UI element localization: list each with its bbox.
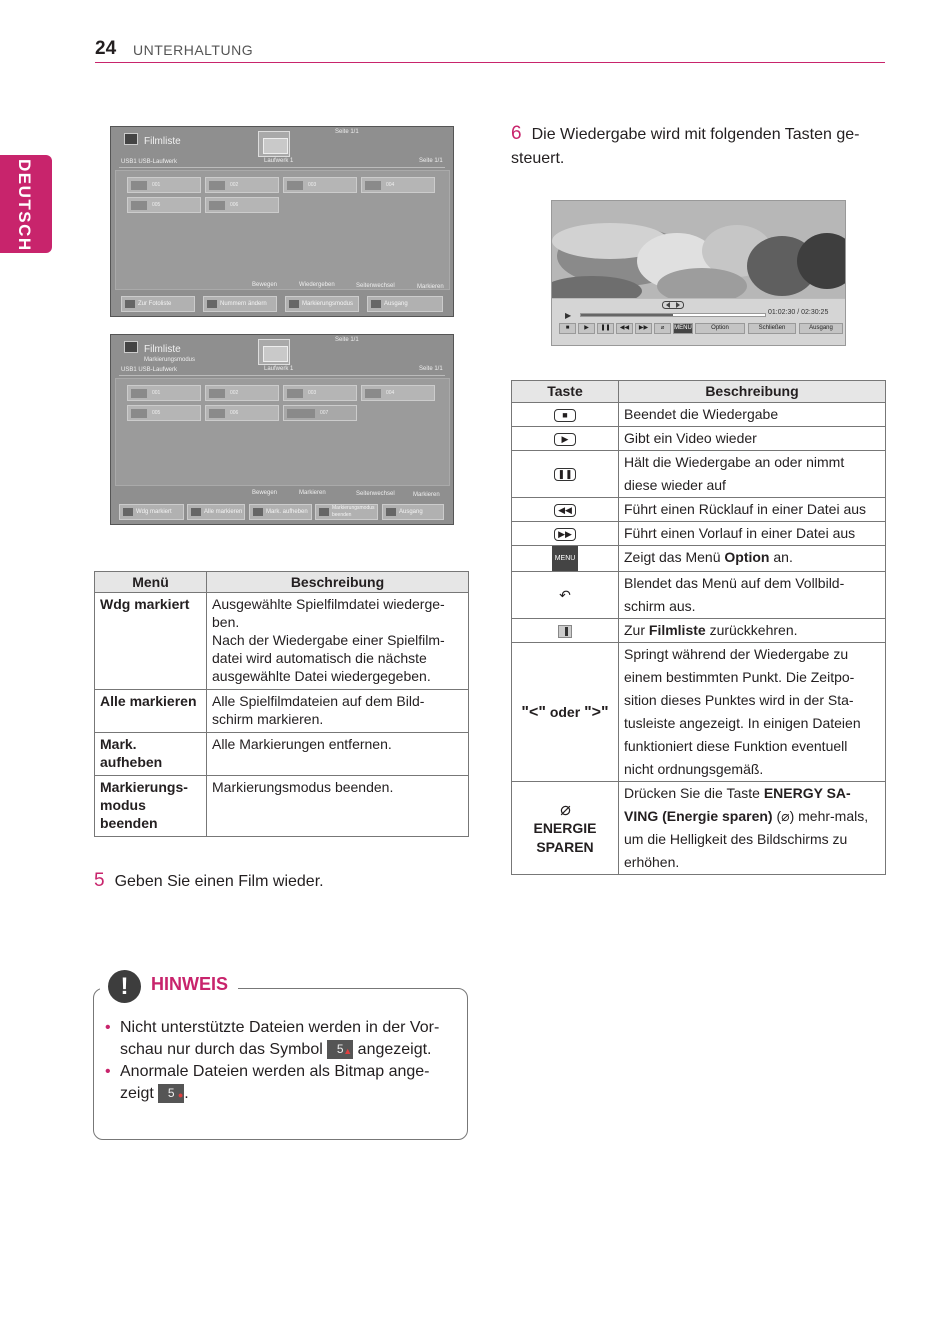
play-key-icon: ▶ <box>554 433 576 446</box>
step-6 <box>511 122 891 171</box>
file-tile[interactable]: 004 <box>361 177 435 193</box>
screen-subtitle: Markierungsmodus <box>144 357 196 363</box>
step-number: 6 <box>511 123 522 144</box>
table-row <box>512 782 886 875</box>
hint-move: Bewegen <box>252 282 278 288</box>
key-description: Zeigt das Menü Option an. <box>619 546 886 572</box>
file-tile[interactable]: 001 <box>127 385 201 401</box>
page-indicator-top: Seite 1/1 <box>335 337 359 343</box>
drive-label: Laufwerk 1 <box>264 366 294 372</box>
header-rule <box>95 62 885 63</box>
option-button[interactable]: Option <box>695 323 745 334</box>
page-indicator: Seite 1/1 <box>419 366 443 372</box>
divider <box>119 167 445 168</box>
tv-icon <box>124 341 138 353</box>
table-row <box>512 546 886 572</box>
hint-mark: Markieren <box>417 284 444 290</box>
column-header: Beschreibung <box>207 572 469 593</box>
stop-button[interactable]: ■ <box>559 323 576 334</box>
column-header: Menü <box>95 572 207 593</box>
key-description: Gibt ein Video wieder <box>619 427 886 451</box>
hint-mark: Markieren <box>299 490 326 496</box>
player-controls <box>552 298 845 346</box>
key-description: Drücken Sie die Taste ENERGY SA-VING (Energie sparen) (⌀) mehr-mals, um die Helligkeit des Bildschirms zu erhöhen. <box>619 782 886 875</box>
file-tile[interactable]: 003 <box>283 385 357 401</box>
back-key-icon: ↶ <box>559 586 571 603</box>
menu-name: Wdg markiert <box>95 593 207 690</box>
pause-button[interactable]: ❚❚ <box>597 323 614 334</box>
table-row <box>95 690 469 733</box>
table-row <box>512 403 886 427</box>
list-item: • Nicht unterstützte Dateien werden in der Vor-schau nur durch das Symbol 5 ▲ angezeigt. <box>105 1017 460 1061</box>
video-player-screenshot <box>551 200 846 346</box>
file-tile[interactable]: 001 <box>127 177 201 193</box>
exit-key-icon <box>558 625 572 638</box>
exit-button[interactable]: Ausgang <box>367 296 443 312</box>
file-tile[interactable]: 006 <box>205 405 279 421</box>
key-description: Führt einen Vorlauf in einer Datei aus <box>619 522 886 546</box>
photo-list-button[interactable]: Zur Fotoliste <box>121 296 195 312</box>
exit-mark-mode-button[interactable]: Markierungsmodus beenden <box>315 504 378 520</box>
change-numbers-button[interactable]: Nummern ändern <box>203 296 277 312</box>
energy-button[interactable]: ⌀ <box>654 323 671 334</box>
forward-key-icon: ▶▶ <box>554 528 576 541</box>
file-tile[interactable]: 003 <box>283 177 357 193</box>
key-table <box>511 380 886 875</box>
file-tile[interactable]: 005 <box>127 405 201 421</box>
unmark-button[interactable]: Mark. aufheben <box>249 504 312 520</box>
time-display: 01:02:30 / 02:30:25 <box>768 309 829 316</box>
rewind-button[interactable]: ◀◀ <box>616 323 633 334</box>
table-row <box>512 643 886 782</box>
table-row <box>512 498 886 522</box>
rewind-key-icon: ◀◀ <box>554 504 576 517</box>
exit-button[interactable]: Ausgang <box>382 504 444 520</box>
note-list <box>105 1017 460 1105</box>
progress-fill <box>581 314 673 316</box>
usb-label: USB1 USB-Laufwerk <box>121 159 178 165</box>
menu-description: Alle Spielfilmdateien auf dem Bild-schirm markieren. <box>207 690 469 733</box>
list-item: • Anormale Dateien werden als Bitmap ange-zeigt 5 ● . <box>105 1061 460 1105</box>
close-button[interactable]: Schließen <box>748 323 796 334</box>
seek-arrows-icon[interactable] <box>662 301 684 309</box>
divider <box>119 375 445 376</box>
fruit-image <box>552 201 846 298</box>
file-tile-selected[interactable]: 007 <box>283 405 357 421</box>
file-tile[interactable]: 002 <box>205 177 279 193</box>
stop-key-icon: ■ <box>554 409 576 422</box>
table-row <box>512 572 886 619</box>
menu-table <box>94 571 469 837</box>
step-5 <box>94 869 324 894</box>
seek-keys-label: "<" oder ">" <box>512 643 619 782</box>
hint-mark-key: Markieren <box>413 492 440 498</box>
mark-mode-button[interactable]: Markierungsmodus <box>285 296 359 312</box>
table-row <box>512 619 886 643</box>
key-description: Beendet die Wiedergabe <box>619 403 886 427</box>
page-indicator: Seite 1/1 <box>419 158 443 164</box>
table-row <box>512 427 886 451</box>
section-title: UNTERHALTUNG <box>133 42 254 58</box>
mark-all-button[interactable]: Alle markieren <box>187 504 245 520</box>
pause-key-icon: ❚❚ <box>554 468 576 481</box>
menu-name: Alle markieren <box>95 690 207 733</box>
forward-button[interactable]: ▶▶ <box>635 323 652 334</box>
note-title: HINWEIS <box>151 974 229 994</box>
table-row <box>95 733 469 776</box>
folder-icon <box>258 339 290 365</box>
menu-description: Alle Markierungen entfernen. <box>207 733 469 776</box>
play-button[interactable]: ▶ <box>578 323 595 334</box>
language-tab: DEUTSCH <box>0 155 52 253</box>
page-number: 24 <box>95 38 117 59</box>
key-description: Zur Filmliste zurückkehren. <box>619 619 886 643</box>
key-description: Führt einen Rücklauf in einer Datei aus <box>619 498 886 522</box>
file-tile[interactable]: 002 <box>205 385 279 401</box>
play-indicator-icon: ▶ <box>565 311 572 320</box>
menu-name: Mark. aufheben <box>95 733 207 776</box>
menu-description: Markierungsmodus beenden. <box>207 776 469 837</box>
column-header: Beschreibung <box>619 381 886 403</box>
file-tile[interactable]: 005 <box>127 197 201 213</box>
file-tile[interactable]: 004 <box>361 385 435 401</box>
menu-key-icon: MENU <box>552 546 579 571</box>
screen-title: Filmliste <box>144 136 181 147</box>
page-indicator-top: Seite 1/1 <box>335 129 359 135</box>
hint-page: Seitenwechsel <box>356 491 395 497</box>
key-description: Hält die Wiedergabe an oder nimmt diese wieder auf <box>619 451 886 498</box>
abnormal-file-icon: 5 ● <box>158 1084 184 1103</box>
drive-label: Laufwerk 1 <box>264 158 294 164</box>
screen-title: Filmliste <box>144 344 181 355</box>
play-marked-button[interactable]: Wdg markiert <box>119 504 184 520</box>
energy-key-label: ⌀ ENERGIE SPAREN <box>512 782 619 875</box>
table-row <box>512 451 886 498</box>
menu-description: Ausgewählte Spielfilmdatei wiederge-ben. Nach der Wiedergabe einer Spielfilm-datei wird automatisch die nächste ausgewählte Datei wiedergegeben. <box>207 593 469 690</box>
progress-bar[interactable] <box>580 313 766 317</box>
file-tile[interactable]: 006 <box>205 197 279 213</box>
hint-page: Seitenwechsel <box>356 283 395 289</box>
folder-icon <box>258 131 290 157</box>
tv-icon <box>124 133 138 145</box>
key-description: Blendet das Menü auf dem Vollbild-schirm aus. <box>619 572 886 619</box>
step-number: 5 <box>94 870 105 891</box>
table-row <box>95 593 469 690</box>
menu-button[interactable]: MENU <box>673 323 693 334</box>
table-row <box>512 522 886 546</box>
key-description: Springt während der Wiedergabe zu einem bestimmten Punkt. Die Zeitpo-sition dieses Punktes wird in der Sta-tusleiste angezeigt. In einigen Dateien funktioniert diese Funktion eventuell nicht ordnungsgemäß. <box>619 643 886 782</box>
column-header: Taste <box>512 381 619 403</box>
usb-label: USB1 USB-Laufwerk <box>121 367 178 373</box>
step-text: Geben Sie einen Film wieder. <box>114 873 324 890</box>
hint-play: Wiedergeben <box>299 282 335 288</box>
hint-move: Bewegen <box>252 490 278 496</box>
unsupported-file-icon: 5 ▲ <box>327 1040 353 1059</box>
mark-mode-screenshot <box>110 334 454 525</box>
table-row <box>95 776 469 837</box>
file-list-screenshot <box>110 126 454 317</box>
exit-button[interactable]: Ausgang <box>799 323 843 334</box>
energy-saving-icon: ⌀ <box>559 798 571 819</box>
menu-name: Markierungs- modus beenden <box>95 776 207 837</box>
warning-icon: ! <box>108 970 141 1003</box>
step-text: Die Wiedergabe wird mit folgenden Tasten ge-steuert. <box>511 126 860 167</box>
